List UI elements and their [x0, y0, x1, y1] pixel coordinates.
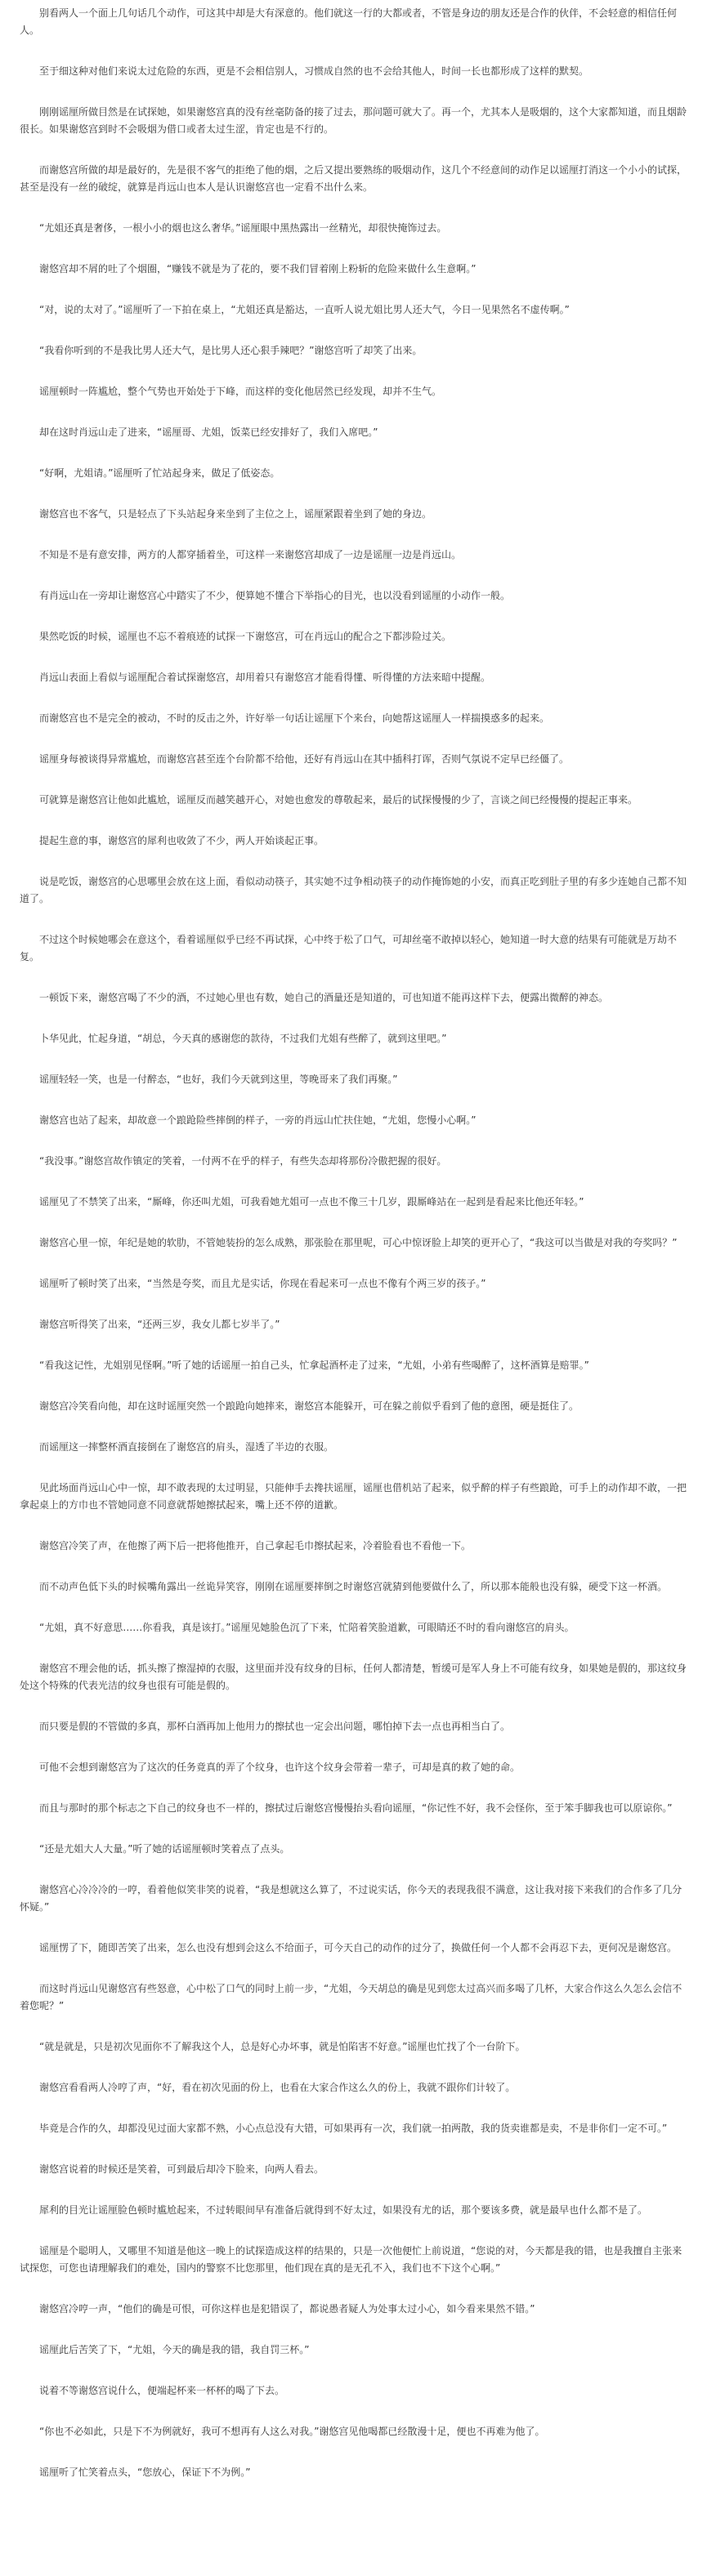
paragraph: 谢悠宫听得笑了出来，“还两三岁，我女儿都七岁半了。” — [39, 1319, 280, 1330]
paragraph: “还是尤姐大人大量。”听了她的话谣厘顿时笑着点了点头。 — [39, 1843, 290, 1855]
paragraph: 而谢悠宫也不是完全的被动，不时的反击之外，许好举一句话让谣厘下个来台，向她帮这谣厘人一样揣摸惑多的起来。 — [39, 712, 550, 724]
paragraph: 而这时肖远山见谢悠宫有些怒意，心中松了口气的同时上前一步，“尤姐，今天胡总的确是见到您太过高兴而多喝了几杯，大家合作这么久怎么会信不着您呢？” — [20, 1983, 682, 2011]
paragraph: 卜华见此，忙起身道，“胡总，今天真的感谢您的款待，不过我们尤姐有些醉了，就到这里吧。” — [39, 1033, 447, 1044]
paragraph: 谢悠宫说着的时候还是笑着，可到最后却冷下脸来，向两人看去。 — [39, 2163, 324, 2175]
paragraph: 谣厘是个聪明人，又哪里不知道是他这一晚上的试探造成这样的结果的，只是一次他便忙上前说道，“您说的对，今天都是我的错，也是我擅自主张来试探您，可您也请理解我们的难处，国内的警察不比您那里，他们现在真的是无孔不入，我们也不下这个心啊。” — [20, 2245, 682, 2274]
paragraph: 果然吃饭的时候，谣厘也不忘不着痕迹的试探一下谢悠宫，可在肖远山的配合之下都涉险过关。 — [39, 631, 452, 642]
paragraph: 而谢悠宫所做的却是最好的，先是很不客气的拒绝了他的烟，之后又提出要熟练的吸烟动作，这几个不经意间的动作足以谣厘打消这一个小小的试探，甚至是没有一丝的破绽，就算是肖远山也本人是认识谢悠宫也一定看不出什么来。 — [20, 164, 687, 193]
paragraph: 而谣厘这一摔整杯酒直接倒在了谢悠宫的肩头，湿透了半边的衣服。 — [39, 1441, 334, 1453]
paragraph: 可就算是谢悠宫让他如此尴尬，谣厘反而越笑越开心，对她也愈发的尊敬起来，最后的试探慢慢的少了，言谈之间已经慢慢的提起正事来。 — [39, 794, 638, 806]
paragraph: 见此场面肖远山心中一惊，却不敢表现的太过明显，只能伸手去搀扶谣厘，谣厘也借机站了起来，似乎醉的样子有些踉跄，可手上的动作却不敢，一把拿起桌上的方巾也不管她同意不同意就帮她擦拭起来，嘴上还不停的道歉。 — [20, 1482, 687, 1511]
paragraph: “尤姐还真是奢侈，一根小小的烟也这么奢华。”谣厘眼中黑热露出一丝精光，却很快掩饰过去。 — [39, 222, 447, 234]
paragraph: 一顿饭下来，谢悠宫喝了不少的酒，不过她心里也有数，她自己的酒量还是知道的，可也知道不能再这样下去，便露出微醉的神态。 — [39, 992, 609, 1003]
paragraph: 谣厘轻轻一笑，也是一付醉态，“也好，我们今天就到这里，等晚哥来了我们再聚。” — [39, 1074, 398, 1085]
paragraph: 谣厘见了不禁笑了出来，“厮峰，你还叫尤姐，可我看她尤姐可一点也不像三十几岁，跟厮峰站在一起到是看起来比他还年轻。” — [39, 1196, 584, 1208]
paragraph: “我没事。”谢悠宫故作镇定的笑着，一付两不在乎的样子，有些失态却将那份冷傲把握的很好。 — [39, 1155, 447, 1167]
paragraph: “好啊，尤姐请。”谣厘听了忙站起身来，做足了低姿态。 — [39, 467, 280, 479]
paragraph: 而不动声色低下头的时候嘴角露出一丝诡异笑容，刚刚在谣厘要摔倒之时谢悠宫就猜到他要做什么了，所以那本能般也没有躲，硬受下这一杯酒。 — [39, 1581, 668, 1592]
paragraph: 谢悠宫却不屑的吐了个烟圈，“赚钱不就是为了花的，要不我们冒着刚上粉斩的危险来做什么生意啊。” — [39, 263, 477, 275]
paragraph: 谢悠宫也不客气，只是轻点了下头站起身来坐到了主位之上，谣厘紧跟着坐到了她的身边。 — [39, 508, 432, 520]
paragraph: 谣厘此后苦笑了下，“尤姐，今天的确是我的错，我自罚三杯。” — [39, 2344, 310, 2355]
paragraph: “对，说的太对了。”谣厘听了一下拍在桌上，“尤姐还真是豁达，一直听人说尤姐比男人还大气，今日一见果然名不虚传啊。” — [39, 304, 570, 315]
paragraph: 可他不会想到谢悠宫为了这次的任务竟真的弄了个纹身，也许这个纹身会带着一辈子，可却是真的救了她的命。 — [39, 1761, 521, 1773]
paragraph: 谢悠宫心冷冷冷的一哼，看着他似笑非笑的说着，“我是想就这么算了，不过说实话，你今天的表现我很不满意，这让我对接下来我们的合作多了几分怀疑。” — [20, 1884, 682, 1913]
paragraph: 别看两人一个面上几句话几个动作，可这其中却是大有深意的。他们就这一行的大都或者，不管是身边的朋友还是合作的伙伴，不会轻意的相信任何人。 — [20, 7, 678, 36]
paragraph: 谣厘听了忙笑着点头，“您放心，保证下不为例。” — [39, 2467, 251, 2478]
paragraph: “你也不必如此，只是下不为例就好，我可不想再有人这么对我。”谢悠宫见他喝都已经散漫十足，便也不再难为他了。 — [39, 2426, 545, 2437]
paragraph: 肖远山表面上看似与谣厘配合着试探谢悠宫，却用着只有谢悠宫才能看得懂、听得懂的方法来暗中提醒。 — [39, 672, 491, 683]
paragraph: “尤姐，真不好意思……你看我，真是该打。”谣厘见她脸色沉了下来，忙陪着笑脸道歉，可眼睛还不时的看向谢悠宫的肩头。 — [39, 1622, 575, 1633]
paragraph: 谣厘身每被谈得异常尴尬，而谢悠宫甚至连个台阶都不给他，还好有肖远山在其中插科打诨，否则气氛说不定早已经僵了。 — [39, 753, 570, 765]
paragraph: 而且与那时的那个标志之下自己的纹身也不一样的，擦拭过后谢悠宫慢慢抬头看向谣厘，“你记性不好，我不会怪你，至于笨手脚我也可以原谅你。” — [39, 1802, 673, 1814]
paragraph: 谢悠宫冷哼一声，“他们的确是可恨，可你这样也是犯错误了，都说愚者疑人为处事太过小心，如今看来果然不错。” — [39, 2303, 535, 2315]
paragraph: 却在这时肖远山走了进来，“谣厘哥、尤姐，饭菜已经安排好了，我们入席吧。” — [39, 426, 378, 438]
paragraph: 犀利的目光让谣厘脸色顿时尴尬起来，不过转眼间早有准备后就得到不好太过，如果没有尤的话，那个要该多费，就是最早也什么都不是了。 — [39, 2204, 648, 2216]
paragraph: 谣厘顿时一阵尴尬，整个气势也开始处于下峰，而这样的变化他居然已经发现，却并不生气。 — [39, 386, 442, 397]
paragraph: 谢悠宫冷笑看向他，却在这时谣厘突然一个踉跄向她摔来，谢悠宫本能躲开，可在躲之前似乎看到了他的意图，硬是挺住了。 — [39, 1400, 579, 1412]
paragraph: 刚刚谣厘所做目然是在试探她，如果谢悠宫真的没有丝毫防备的接了过去，那问题可就大了。再一个，尤其本人是吸烟的，这个大家都知道，而且烟龄很长。如果谢悠宫到时不会吸烟为借口或者太过生涩，肯定也是不行的。 — [20, 106, 687, 135]
paragraph: 说着不等谢悠宫说什么，便端起杯来一杯杯的喝了下去。 — [39, 2385, 285, 2396]
paragraph: 不过这个时候她哪会在意这个，看着谣厘似乎已经不再试探，心中终于松了口气，可却丝毫不敢掉以轻心，她知道一时大意的结果有可能就是万劫不复。 — [20, 934, 678, 962]
paragraph: 谢悠宫不理会他的话，抓头擦了擦湿掉的衣服，这里面并没有纹身的目标，任何人都清楚，暂缓可是军人身上不可能有纹身，如果她是假的，那这纹身处这个特殊的代表光洁的纹身也很有可能是假的。 — [20, 1663, 687, 1691]
paragraph: 说是吃饭，谢悠宫的心思哪里会放在这上面，看似动动筷子，其实她不过争相动筷子的动作掩饰她的小安，而真正吃到肚子里的有多少连她自己都不知道了。 — [20, 876, 687, 904]
paragraph: 谢悠宫也站了起来，却故意一个踉跄险些摔倒的样子，一旁的肖远山忙扶住她，“尤姐，您慢小心啊。” — [39, 1114, 477, 1126]
paragraph: “我看你听到的不是我比男人还大气，是比男人还心狠手辣吧？”谢悠宫听了却笑了出来。 — [39, 345, 423, 356]
paragraph: “就是就是，只是初次见面你不了解我这个人，总是好心办坏事，就是怕陷害不好意。”谣厘也忙找了个一台阶下。 — [39, 2041, 526, 2052]
paragraph: 不知是不是有意安排，两方的人都穿插着坐，可这样一来谢悠宫却成了一边是谣厘一边是肖远山。 — [39, 549, 462, 560]
paragraph: 有肖远山在一旁却让谢悠宫心中踏实了不少，便算她不懂合下举指心的目光，也以没看到谣厘的小动作一般。 — [39, 590, 511, 601]
paragraph: 提起生意的事，谢悠宫的犀利也收敛了不少，两人开始谈起正事。 — [39, 835, 324, 846]
paragraph: 谢悠宫心里一惊，年纪是她的软肋，不管她装扮的怎么成熟，那张脸在那里呢，可心中惊讶脸上却笑的更开心了，“我这可以当做是对我的夸奖吗？” — [39, 1237, 678, 1248]
paragraph: 而只要是假的不管做的多真，那杯白酒再加上他用力的擦拭也一定会出问题，哪怕掉下去一点也再相当白了。 — [39, 1721, 511, 1732]
paragraph: 毕竟是合作的久，却都没见过面大家都不熟，小心点总没有大错，可如果再有一次，我们就一拍两散，我的货卖谁都是卖，不是非你们一定不可。” — [39, 2123, 668, 2134]
paragraph: “看我这记性，尤姐别见怪啊。”听了她的话谣厘一拍自己头，忙拿起酒杯走了过来，“尤姐，小弟有些喝醉了，这杯酒算是赔罪。” — [39, 1359, 589, 1371]
paragraph: 谣厘愣了下，随即苦笑了出来，怎么也没有想到会这么不给面子，可今天自己的动作的过分了，换做任何一个人都不会再忍下去，更何况是谢悠宫。 — [39, 1942, 678, 1953]
paragraph: 谢悠宫看看两人冷哼了声，“好，看在初次见面的份上，也看在大家合作这么久的份上，我就不跟你们计较了。 — [39, 2082, 516, 2093]
paragraph: 至于细这种对他们来说太过危险的东西，更是不会相信别人，习惯成自然的也不会给其他人，时间一长也都形成了这样的默契。 — [39, 65, 589, 77]
paragraph: 谢悠宫冷笑了声，在他擦了两下后一把将他推开，自己拿起毛巾擦拭起来，冷着脸看也不看他一下。 — [39, 1540, 472, 1551]
paragraph: 谣厘听了顿时笑了出来，“当然是夸奖，而且尤是实话，你现在看起来可一点也不像有个两三岁的孩子。” — [39, 1278, 486, 1289]
